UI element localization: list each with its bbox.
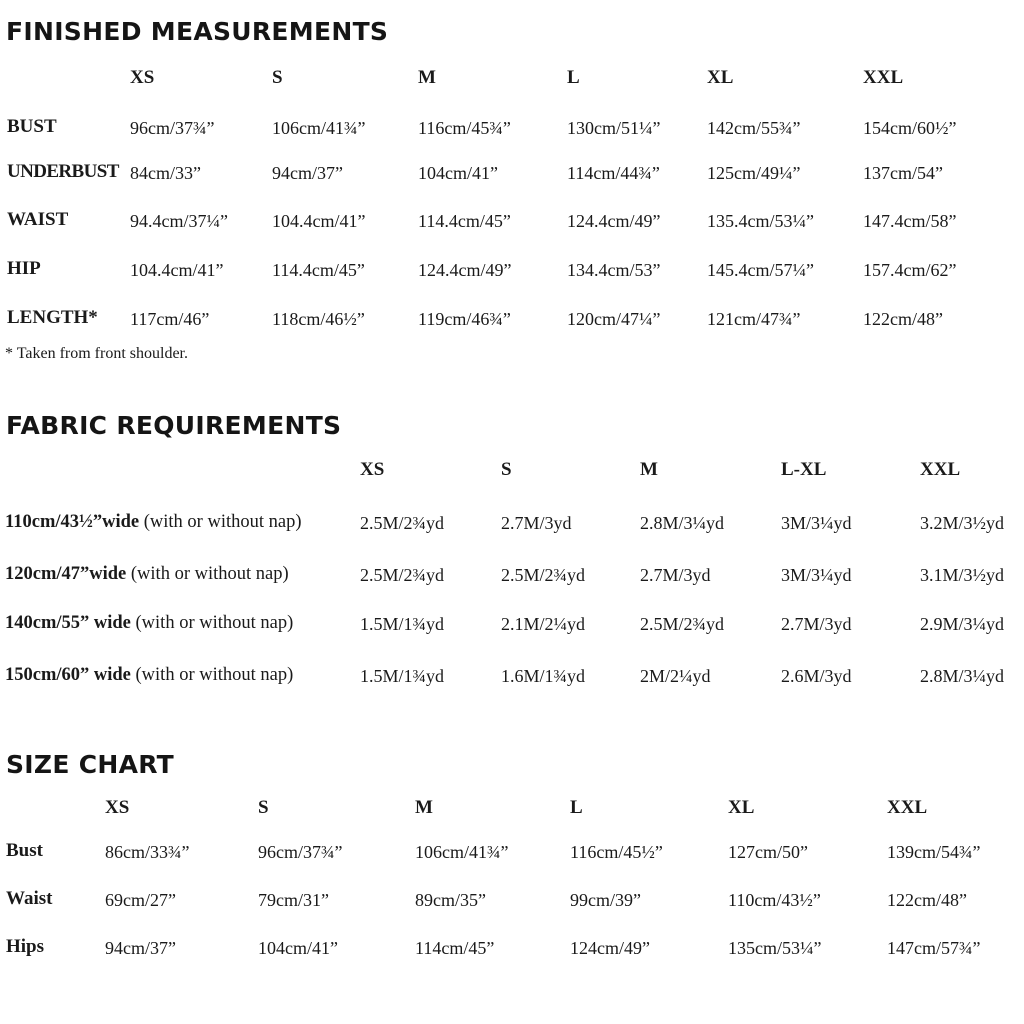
finished-row-label-bust: BUST	[7, 116, 57, 137]
sizechart-cell: 86cm/33¾”	[105, 842, 190, 862]
finished-cell: 154cm/60½”	[863, 118, 957, 138]
fabric-cell: 2.8M/3¼yd	[920, 666, 1005, 686]
finished-cell: 124.4cm/49”	[567, 211, 661, 231]
fabric-cell: 2.1M/2¼yd	[501, 614, 586, 634]
finished-row-label-length: LENGTH*	[7, 307, 98, 328]
sizechart-size-header-xl: XL	[728, 797, 755, 818]
fabric-cell: 2.7M/3yd	[640, 565, 711, 585]
finished-cell: 94.4cm/37¼”	[130, 211, 228, 231]
finished-cell: 104.4cm/41”	[130, 260, 224, 280]
finished-cell: 134.4cm/53”	[567, 260, 661, 280]
fabric-cell: 2.5M/2¾yd	[360, 565, 445, 585]
fabric-size-header-m: M	[640, 459, 658, 480]
finished-size-header-xxl: XXL	[863, 67, 904, 88]
fabric-cell: 2.7M/3yd	[781, 614, 852, 634]
sizechart-cell: 96cm/37¾”	[258, 842, 343, 862]
finished-size-header-xl: XL	[707, 67, 734, 88]
sizechart-cell: 122cm/48”	[887, 890, 967, 910]
fabric-cell: 2.5M/2¾yd	[501, 565, 586, 585]
fabric-width: 120cm/47”wide	[5, 564, 127, 584]
finished-cell: 130cm/51¼”	[567, 118, 661, 138]
sizechart-size-header-xxl: XXL	[887, 797, 928, 818]
sizechart-cell: 124cm/49”	[570, 938, 650, 958]
fabric-cell: 2M/2¼yd	[640, 666, 711, 686]
finished-cell: 106cm/41¾”	[272, 118, 366, 138]
fabric-row-label	[5, 612, 293, 634]
finished-row-label-underbust: UNDERBUST	[7, 161, 119, 182]
fabric-cell: 2.9M/3¼yd	[920, 614, 1005, 634]
finished-cell: 117cm/46”	[130, 309, 210, 329]
finished-cell: 114.4cm/45”	[418, 211, 511, 231]
sizechart-cell: 116cm/45½”	[570, 842, 663, 862]
sizechart-size-header-l: L	[570, 797, 583, 818]
sizechart-cell: 94cm/37”	[105, 938, 176, 958]
fabric-cell: 2.5M/2¾yd	[360, 513, 445, 533]
fabric-cell: 3.2M/3½yd	[920, 513, 1005, 533]
finished-cell: 114cm/44¾”	[567, 163, 660, 183]
fabric-size-header-xs: XS	[360, 459, 385, 480]
sizechart-cell: 106cm/41¾”	[415, 842, 509, 862]
sizechart-row-label-bust: Bust	[6, 840, 43, 861]
sizechart-cell: 110cm/43½”	[728, 890, 821, 910]
sizechart-row-label-waist: Waist	[6, 888, 53, 909]
finished-cell: 94cm/37”	[272, 163, 343, 183]
finished-cell: 145.4cm/57¼”	[707, 260, 814, 280]
sizechart-size-header-s: S	[258, 797, 269, 818]
sizechart-cell: 89cm/35”	[415, 890, 486, 910]
fabric-row-label	[5, 664, 293, 686]
finished-size-header-xs: XS	[130, 67, 155, 88]
sizechart-cell: 69cm/27”	[105, 890, 176, 910]
length-footnote: * Taken from front shoulder.	[5, 345, 188, 362]
fabric-width: 110cm/43½”wide	[5, 512, 140, 532]
finished-cell: 137cm/54”	[863, 163, 943, 183]
sizechart-cell: 79cm/31”	[258, 890, 329, 910]
fabric-size-header-s: S	[501, 459, 512, 480]
finished-size-header-l: L	[567, 67, 580, 88]
fabric-cell: 2.8M/3¼yd	[640, 513, 725, 533]
fabric-width: 140cm/55” wide	[5, 613, 131, 633]
fabric-cell: 1.5M/1¾yd	[360, 666, 445, 686]
finished-size-header-m: M	[418, 67, 436, 88]
fabric-cell: 2.6M/3yd	[781, 666, 852, 686]
finished-cell: 96cm/37¾”	[130, 118, 215, 138]
finished-cell: 116cm/45¾”	[418, 118, 511, 138]
finished-cell: 120cm/47¼”	[567, 309, 661, 329]
fabric-cell: 3M/3¼yd	[781, 565, 852, 585]
fabric-size-header-l-xl: L-XL	[781, 459, 827, 480]
fabric-cell: 2.5M/2¾yd	[640, 614, 725, 634]
sizechart-cell: 104cm/41”	[258, 938, 338, 958]
fabric-cell: 1.5M/1¾yd	[360, 614, 445, 634]
fabric-cell: 3M/3¼yd	[781, 513, 852, 533]
sizechart-size-header-xs: XS	[105, 797, 130, 818]
size-chart-heading: SIZE CHART	[6, 750, 175, 779]
finished-size-header-s: S	[272, 67, 283, 88]
sizechart-cell: 99cm/39”	[570, 890, 641, 910]
sizechart-cell: 139cm/54¾”	[887, 842, 981, 862]
fabric-requirements-heading: FABRIC REQUIREMENTS	[6, 411, 342, 440]
finished-cell: 118cm/46½”	[272, 309, 365, 329]
fabric-nap-note: (with or without nap)	[139, 512, 302, 532]
finished-cell: 142cm/55¾”	[707, 118, 801, 138]
fabric-cell: 1.6M/1¾yd	[501, 666, 586, 686]
fabric-cell: 2.7M/3yd	[501, 513, 572, 533]
finished-row-label-hip: HIP	[7, 258, 41, 279]
fabric-width: 150cm/60” wide	[5, 665, 131, 685]
finished-cell: 122cm/48”	[863, 309, 943, 329]
sizechart-cell: 147cm/57¾”	[887, 938, 981, 958]
finished-cell: 104.4cm/41”	[272, 211, 366, 231]
fabric-nap-note: (with or without nap)	[130, 665, 294, 685]
fabric-nap-note: (with or without nap)	[130, 613, 294, 633]
finished-cell: 114.4cm/45”	[272, 260, 365, 280]
finished-cell: 119cm/46¾”	[418, 309, 511, 329]
finished-cell: 84cm/33”	[130, 163, 201, 183]
finished-cell: 104cm/41”	[418, 163, 498, 183]
finished-row-label-waist: WAIST	[7, 209, 69, 230]
sizechart-cell: 127cm/50”	[728, 842, 808, 862]
fabric-row-label	[5, 563, 289, 585]
finished-measurements-heading: FINISHED MEASUREMENTS	[6, 17, 389, 46]
finished-cell: 121cm/47¾”	[707, 309, 801, 329]
fabric-nap-note: (with or without nap)	[126, 564, 289, 584]
sizechart-cell: 114cm/45”	[415, 938, 495, 958]
fabric-cell: 3.1M/3½yd	[920, 565, 1005, 585]
fabric-row-label	[5, 511, 302, 533]
finished-cell: 135.4cm/53¼”	[707, 211, 814, 231]
fabric-size-header-xxl: XXL	[920, 459, 961, 480]
finished-cell: 147.4cm/58”	[863, 211, 957, 231]
sizechart-size-header-m: M	[415, 797, 433, 818]
sizechart-row-label-hips: Hips	[6, 936, 45, 957]
finished-cell: 125cm/49¼”	[707, 163, 801, 183]
finished-cell: 157.4cm/62”	[863, 260, 957, 280]
finished-cell: 124.4cm/49”	[418, 260, 512, 280]
sizechart-cell: 135cm/53¼”	[728, 938, 822, 958]
